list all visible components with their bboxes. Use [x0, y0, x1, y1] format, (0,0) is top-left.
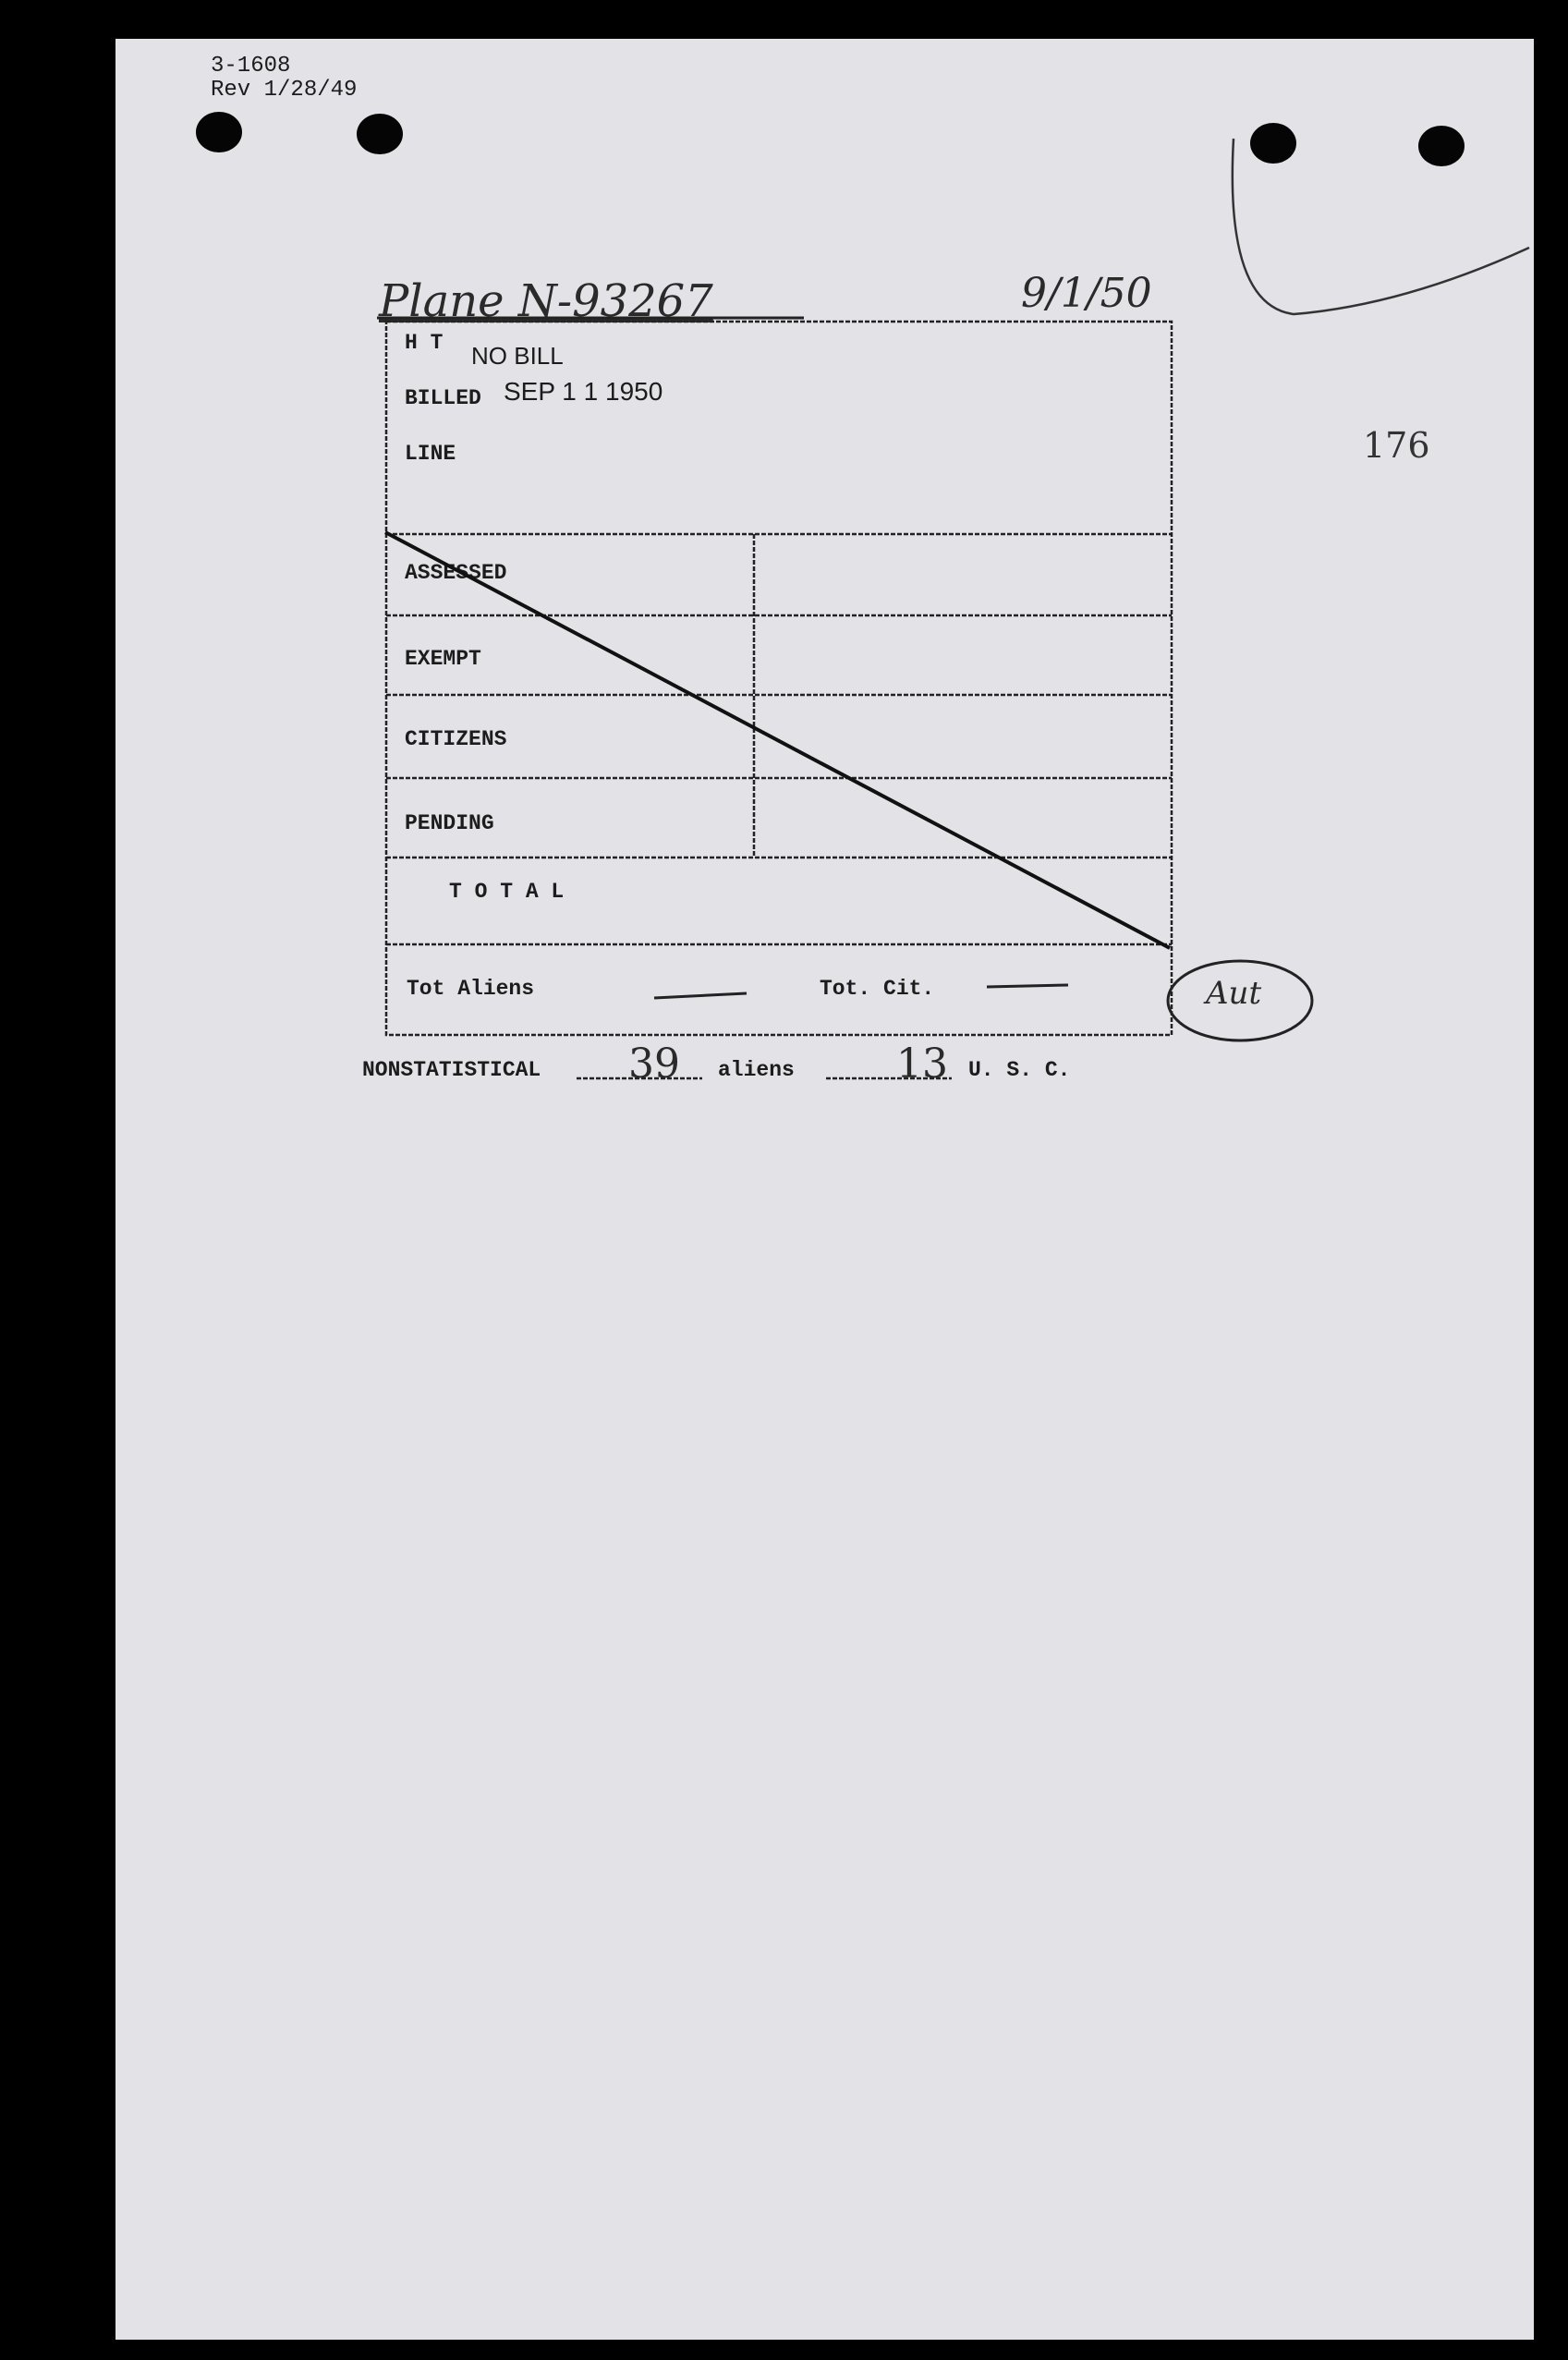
tot-aliens-dash — [654, 993, 747, 998]
form-number: 3-1608 — [211, 54, 291, 79]
row-label-exempt: EXEMPT — [405, 647, 481, 671]
card-border — [386, 322, 1172, 1035]
initials-circle — [1168, 961, 1312, 1040]
no-bill-stamp: NO BILL — [471, 342, 564, 370]
ht-label: H T — [405, 331, 444, 355]
nonstatistical-label: NONSTATISTICAL — [362, 1058, 541, 1082]
billed-label: BILLED — [405, 386, 481, 410]
aliens-label: aliens — [718, 1058, 795, 1082]
tot-cit-label: Tot. Cit. — [820, 977, 935, 1001]
row-label-pending: PENDING — [405, 811, 494, 835]
header-date: 9/1/50 — [1021, 270, 1152, 317]
usc-label: U. S. C. — [968, 1058, 1071, 1082]
strike-through-line — [385, 532, 1170, 948]
billed-date-stamp: SEP 1 1 1950 — [504, 377, 663, 406]
initials: Aut — [1206, 975, 1262, 1012]
form-revision: Rev 1/28/49 — [211, 78, 358, 103]
line-label: LINE — [405, 442, 456, 466]
aliens-count: 39 — [628, 1040, 680, 1088]
usc-count: 13 — [896, 1040, 948, 1088]
page-number: 176 — [1363, 425, 1430, 466]
row-label-assessed: ASSESSED — [405, 561, 507, 585]
tot-aliens-label: Tot Aliens — [407, 977, 535, 1001]
total-label: T O T A L — [449, 880, 565, 904]
corner-curve — [1233, 139, 1529, 314]
plane-number: Plane N-93267 — [379, 275, 713, 327]
row-label-citizens: CITIZENS — [405, 727, 507, 751]
tot-cit-dash — [987, 985, 1068, 987]
